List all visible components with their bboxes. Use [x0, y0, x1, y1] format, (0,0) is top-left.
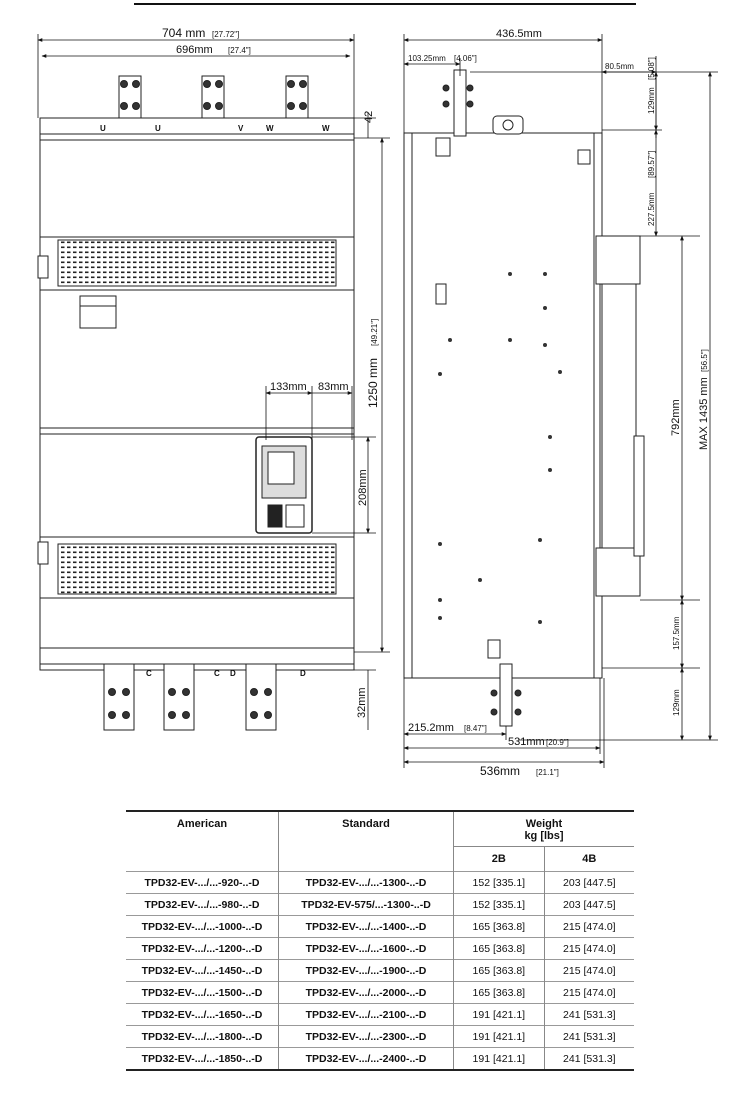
dim-mid-792: 792mm	[670, 399, 682, 436]
weight-table	[126, 810, 634, 1071]
dim-height-1250-in: [49.21"]	[370, 318, 379, 346]
dim-width-704-in: [27.72"]	[212, 30, 240, 39]
terminal-label-u1: U	[100, 124, 106, 133]
cell-weight-2b: 191 [421.1]	[454, 1048, 545, 1071]
terminal-label-d1: D	[230, 669, 236, 678]
cell-american: TPD32-EV-.../...-1650-..-D	[126, 1004, 279, 1026]
dim-bottom-215: 215.2mm	[408, 722, 454, 734]
cell-american: TPD32-EV-.../...-1000-..-D	[126, 916, 279, 938]
front-view	[38, 76, 354, 730]
dim-max-1435: MAX 1435 mm	[698, 377, 710, 450]
header-2b: 2B	[454, 847, 545, 872]
cell-weight-4b: 215 [474.0]	[544, 938, 634, 960]
bottom-busbars	[104, 664, 276, 730]
cell-weight-2b: 165 [363.8]	[454, 982, 545, 1004]
dim-keypad-83: 83mm	[318, 381, 349, 393]
terminal-label-w2: W	[322, 124, 330, 133]
cell-weight-4b: 203 [447.5]	[544, 894, 634, 916]
dim-depth-536-in: [21.1"]	[536, 768, 559, 777]
cell-standard: TPD32-EV-575/...-1300-..-D	[279, 894, 454, 916]
table-body	[126, 872, 634, 1071]
dim-depth-531: 531mm	[508, 736, 545, 748]
header-weight	[454, 811, 635, 847]
header-weight-title: Weight	[525, 818, 563, 830]
dim-height-1250: 1250 mm	[366, 357, 380, 408]
terminal-label-d2: D	[300, 669, 306, 678]
side-view	[404, 70, 644, 726]
dim-depth-531-in: [20.9"]	[546, 738, 569, 747]
cell-standard: TPD32-EV-.../...-2400-..-D	[279, 1048, 454, 1071]
terminal-label-u2: U	[155, 124, 161, 133]
cell-american: TPD32-EV-.../...-980-..-D	[126, 894, 279, 916]
terminal-label-v1: V	[238, 124, 244, 133]
terminal-label-w1: W	[266, 124, 274, 133]
cell-weight-4b: 215 [474.0]	[544, 960, 634, 982]
table-row	[126, 1004, 634, 1026]
cell-weight-2b: 165 [363.8]	[454, 960, 545, 982]
cell-weight-2b: 152 [335.1]	[454, 894, 545, 916]
cell-standard: TPD32-EV-.../...-1600-..-D	[279, 938, 454, 960]
dim-upper-227: 227.5mm	[647, 192, 656, 226]
upper-vent-grille	[58, 240, 336, 286]
side-cabinet	[404, 133, 602, 678]
cell-weight-4b: 215 [474.0]	[544, 982, 634, 1004]
table-row	[126, 960, 634, 982]
cell-american: TPD32-EV-.../...-920-..-D	[126, 872, 279, 894]
dim-width-696: 696mm	[176, 44, 213, 56]
cell-weight-2b: 191 [421.1]	[454, 1004, 545, 1026]
cell-weight-4b: 203 [447.5]	[544, 872, 634, 894]
cell-weight-2b: 152 [335.1]	[454, 872, 545, 894]
cell-american: TPD32-EV-.../...-1800-..-D	[126, 1026, 279, 1048]
cell-standard: TPD32-EV-.../...-2000-..-D	[279, 982, 454, 1004]
cell-weight-4b: 215 [474.0]	[544, 916, 634, 938]
dim-width-696-in: [27.4"]	[228, 46, 251, 55]
cell-weight-4b: 241 [531.3]	[544, 1026, 634, 1048]
cell-weight-2b: 165 [363.8]	[454, 916, 545, 938]
cell-weight-4b: 241 [531.3]	[544, 1048, 634, 1071]
dim-width-704: 704 mm	[162, 26, 206, 40]
cell-american: TPD32-EV-.../...-1850-..-D	[126, 1048, 279, 1071]
dim-bottom-busbar-129: 129mm	[672, 689, 681, 716]
dim-upper-227-in: [89.57"]	[647, 150, 656, 178]
table-row	[126, 894, 634, 916]
dim-busbar-offset: 103.25mm	[408, 54, 446, 63]
cell-standard: TPD32-EV-.../...-1900-..-D	[279, 960, 454, 982]
table-row	[126, 916, 634, 938]
table-row	[126, 982, 634, 1004]
terminal-label-c2: C	[214, 669, 220, 678]
cell-weight-2b: 165 [363.8]	[454, 938, 545, 960]
dim-bottom-32: 32mm	[356, 687, 368, 718]
header-weight-unit: kg [lbs]	[524, 830, 564, 842]
cell-standard: TPD32-EV-.../...-2100-..-D	[279, 1004, 454, 1026]
cell-american: TPD32-EV-.../...-1500-..-D	[126, 982, 279, 1004]
dim-bottom-215-in: [8.47"]	[464, 724, 487, 733]
cell-standard: TPD32-EV-.../...-1400-..-D	[279, 916, 454, 938]
cell-american: TPD32-EV-.../...-1450-..-D	[126, 960, 279, 982]
table-row	[126, 1048, 634, 1071]
cell-weight-4b: 241 [531.3]	[544, 1004, 634, 1026]
table-row	[126, 872, 634, 894]
header-4b: 4B	[544, 847, 634, 872]
table-row	[126, 1026, 634, 1048]
cell-american: TPD32-EV-.../...-1200-..-D	[126, 938, 279, 960]
dim-depth-436: 436.5mm	[496, 28, 542, 40]
header-standard: Standard	[279, 811, 454, 872]
dim-keypad-208: 208mm	[357, 469, 369, 506]
dim-depth-536: 536mm	[480, 764, 521, 778]
dim-top-busbar-129: 129mm	[647, 87, 656, 114]
dim-top-busbar-129-in: [5.08"]	[647, 57, 656, 80]
dim-right-80: 80.5mm	[605, 62, 634, 71]
dim-lower-157: 157.5mm	[672, 616, 681, 650]
dim-max-1435-in: [56.5"]	[700, 349, 709, 372]
terminal-label-c1: C	[146, 669, 152, 678]
lower-vent-grille	[58, 544, 336, 594]
cell-standard: TPD32-EV-.../...-1300-..-D	[279, 872, 454, 894]
dim-top-42: 42	[363, 110, 375, 123]
header-american: American	[126, 811, 279, 872]
cell-weight-2b: 191 [421.1]	[454, 1026, 545, 1048]
table-row	[126, 938, 634, 960]
dim-busbar-offset-in: [4.06"]	[454, 54, 477, 63]
cell-standard: TPD32-EV-.../...-2300-..-D	[279, 1026, 454, 1048]
dim-keypad-133: 133mm	[270, 381, 307, 393]
